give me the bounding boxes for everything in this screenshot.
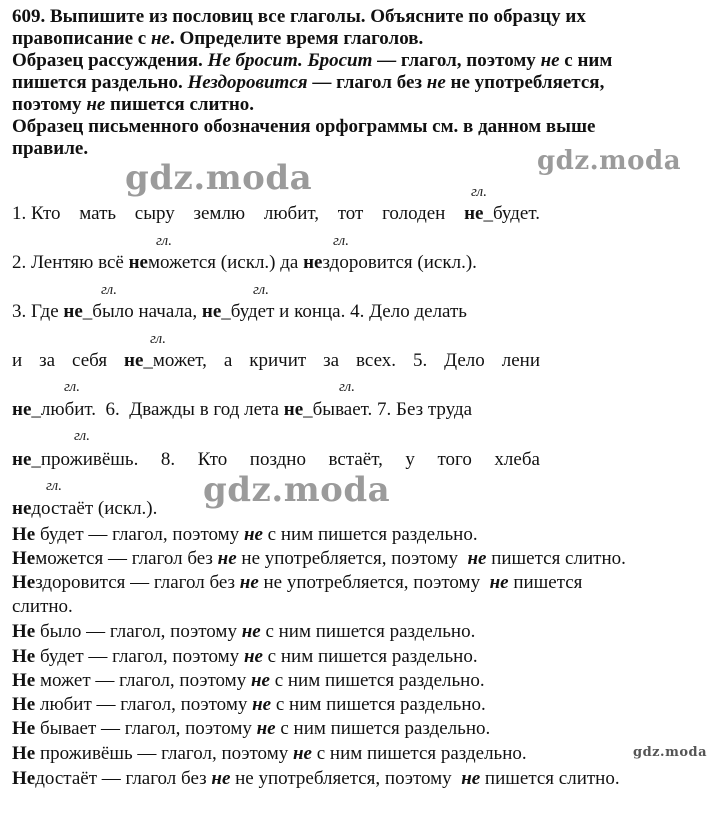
word: Дело [444,350,485,371]
text: с ним пишется раздельно. [311,743,527,764]
word: того [437,449,472,470]
word: тот [337,203,364,224]
text: здоровится (искл.). [322,252,477,273]
text: _любит. 6. Дважды в год лета [31,399,284,420]
task-text: . Определите время глаголов. [169,28,424,49]
verb-mark: гл. [150,331,166,347]
word [124,350,207,372]
task-italic: Не бросит. Бросит [207,50,373,71]
ne-particle: не [292,743,312,764]
task-text: Образец рассуждения. [12,50,208,71]
ne-particle: не [464,203,484,224]
text: _будет и конца. 4. Дело делать [221,301,467,322]
proverb-line-2 [12,252,477,274]
ne-particle: не [12,498,32,519]
task-italic: не [540,50,560,71]
verb-mark: гл. [339,379,355,395]
text: пишется слитно. [486,548,626,569]
text: слитно. [12,596,73,617]
watermark-logo: gdz.moda [537,146,682,176]
text: с ним пишется раздельно. [260,621,476,642]
task-italic: не [426,72,446,93]
proverb-line-5 [12,399,472,421]
verb-mark: гл. [64,379,80,395]
ne-prefix: Не [12,670,36,691]
ne-prefix: Не [12,524,36,545]
explanation-line [12,524,478,546]
task-text: пишется слитно. [105,94,255,115]
ne-prefix: Не [12,718,36,739]
verb-mark: гл. [46,478,62,494]
word-tail: _может, [143,350,207,371]
watermark-small: gdz.moda [633,745,708,760]
ne-prefix: Не [12,548,36,569]
text: с ним пишется раздельно. [271,694,486,715]
explanation-line [12,596,73,618]
word: встаёт, [328,449,383,470]
text: 2. Лентяю всё [12,252,129,273]
task-text: не употребляется, [445,72,605,93]
verb-mark: гл. [156,233,172,249]
task-text: правописание с [12,28,151,49]
ne-prefix: Не [12,621,36,642]
verb-mark: гл. [333,233,349,249]
word: себя [72,350,108,371]
task-italic: не [86,94,106,115]
word: голоден [382,203,446,224]
task-statement [12,6,716,160]
text: здоровится — глагол без [35,572,240,593]
task-text: — глагол, поэтому [372,50,541,71]
ne-particle: не [303,252,323,273]
text: с ним пишется раздельно. [275,718,491,739]
text: можется — глагол без [35,548,218,569]
task-text: 609. Выпишите из пословиц все глаголы. Объясните по образцу их [12,6,586,27]
word: сыру [134,203,175,224]
task-text: правиле. [12,138,89,159]
text: достаёт (искл.). [31,498,158,519]
text: пишется слитно. [480,768,620,789]
text: _было начала, [82,301,202,322]
word: 5. [412,350,428,371]
ne-particle: не [252,694,272,715]
word [12,449,138,471]
explanation-line [12,670,485,692]
ne-particle: не [461,768,481,789]
explanation-line [12,572,582,594]
explanation-line [12,694,486,716]
task-line-3 [12,50,716,72]
ne-particle: не [12,399,32,420]
text: с ним пишется раздельно. [269,670,485,691]
ne-particle: не [243,646,263,667]
ne-particle: не [241,621,261,642]
word-tail: _проживёшь. [31,449,139,470]
ne-particle: не [12,449,32,470]
word: хлеба [494,449,540,470]
watermark-logo: gdz.moda [125,158,313,198]
watermark-logo: gdz.moda [203,470,391,510]
task-text: с ним [559,50,613,71]
ne-particle: не [283,399,304,420]
task-text: Образец письменного обозначения орфограммы см. в данном выше [12,116,596,137]
text: можется (искл.) да [147,252,304,273]
verb-mark: гл. [253,282,269,298]
text: 3. Где [12,301,64,322]
task-text: пишется раздельно. [12,72,188,93]
text: не употребляется, поэтому [236,548,468,569]
ne-prefix: Не [12,768,36,789]
text: может — глагол, поэтому [35,670,251,691]
text: проживёшь — глагол, поэтому [35,743,293,764]
verb-mark: гл. [471,184,487,200]
proverb-line-3 [12,301,467,323]
word: любит, [263,203,319,224]
word: а [223,350,233,371]
explanation-line [12,768,620,790]
task-line-4 [12,72,716,94]
task-italic: Нездоровится [187,72,308,93]
word: Кто [197,449,228,470]
text: было — глагол, поэтому [35,621,242,642]
ne-particle: не [467,548,487,569]
text: не употребляется, поэтому [230,768,462,789]
text: пишется [508,572,583,593]
verb-mark: гл. [101,282,117,298]
ne-particle: не [256,718,276,739]
word: за [323,350,340,371]
word: поздно [249,449,306,470]
explanation-line [12,621,475,643]
proverb-line-4 [12,350,540,372]
ne-particle: не [211,768,231,789]
task-line-2 [12,28,716,50]
ne-particle: не [128,252,148,273]
word: кричит [249,350,307,371]
task-text: поэтому [12,94,87,115]
ne-particle: не [250,670,270,691]
ne-particle: не [63,301,83,322]
word: 8. [160,449,176,470]
task-text: — глагол без [307,72,427,93]
task-line-1 [12,6,716,28]
ne-particle: не [243,524,263,545]
proverb-line-7 [12,498,157,520]
explanation-line [12,743,527,765]
ne-prefix: Не [12,694,36,715]
ne-prefix: Не [12,743,36,764]
proverb-line-6 [12,449,540,471]
ne-prefix: Не [12,646,36,667]
text: с ним пишется раздельно. [262,524,478,545]
verb-mark: гл. [74,428,90,444]
task-italic: не [150,28,170,49]
word: 1. Кто [12,203,61,224]
text: не употребляется, поэтому [258,572,490,593]
text: любит — глагол, поэтому [35,694,253,715]
word: лени [501,350,540,371]
word: за [39,350,56,371]
word: у [405,449,415,470]
ne-prefix: Не [12,572,36,593]
explanation-line [12,646,478,668]
task-line-6 [12,116,716,138]
text: с ним пишется раздельно. [262,646,478,667]
word: и [12,350,23,371]
explanation-line [12,548,626,570]
text: бывает — глагол, поэтому [35,718,257,739]
word [464,203,540,225]
text: будет — глагол, поэтому [35,524,244,545]
ne-particle: не [489,572,509,593]
ne-particle: не [124,350,144,371]
proverb-line-1 [12,203,540,225]
word: всех. [356,350,397,371]
text: _бывает. 7. Без труда [303,399,473,420]
task-line-5 [12,94,716,116]
word: землю [193,203,246,224]
text: будет — глагол, поэтому [35,646,244,667]
word: мать [79,203,117,224]
ne-particle: не [239,572,259,593]
text: достаёт — глагол без [35,768,212,789]
word-tail: _будет. [483,203,540,224]
explanation-line [12,718,490,740]
ne-particle: не [217,548,237,569]
ne-particle: не [201,301,222,322]
